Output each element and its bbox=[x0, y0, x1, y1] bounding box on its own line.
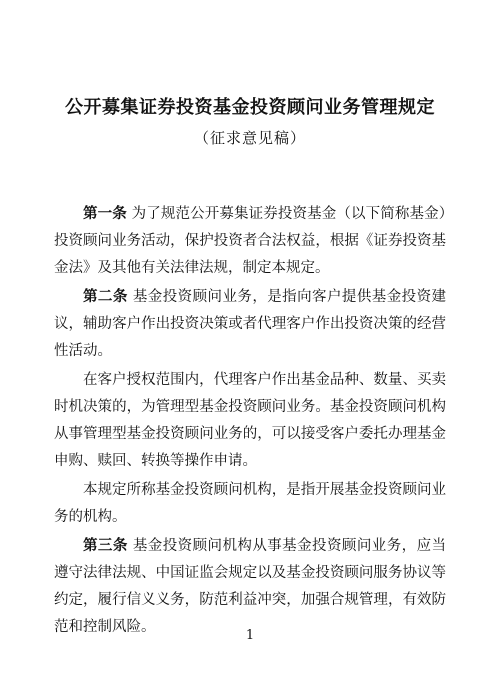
paragraph-text: 基金投资顾问机构从事基金投资顾问业务，应当遵守法律法规、中国证监会规定以及基金投资顾问服务协议等约定，履行信义义务，防范利益冲突，加强合规管理，有效防范和控制风险。 bbox=[54, 538, 447, 635]
document-subtitle: （征求意见稿） bbox=[193, 129, 306, 147]
paragraph-text: 为了规范公开募集证券投资基金（以下简称基金）投资顾问业务活动，保护投资者合法权益，根据《证券投资基金法》及其他有关法律法规，制定本规定。 bbox=[54, 206, 447, 276]
document-body bbox=[54, 201, 446, 643]
paragraph-article-2-part-3 bbox=[54, 477, 446, 531]
document-title: 公开募集证券投资基金投资顾问业务管理规定 bbox=[65, 97, 435, 118]
article-label: 第一条 bbox=[83, 206, 127, 222]
paragraph-text: 基金投资顾问业务，是指向客户提供基金投资建议，辅助客户作出投资决策或者代理客户作出投资决策的经营性活动。 bbox=[54, 289, 447, 359]
page-number: 1 bbox=[245, 628, 255, 643]
paragraph-text: 本规定所称基金投资顾问机构，是指开展基金投资顾问业务的机构。 bbox=[54, 482, 446, 525]
paragraph-text: 在客户授权范围内，代理客户作出基金品种、数量、买卖时机决策的，为管理型基金投资顾问业务。基金投资顾问机构从事管理型基金投资顾问业务的，可以接受客户委托办理基金申购、赎回、转换等操作申请。 bbox=[54, 372, 446, 469]
article-label: 第三条 bbox=[83, 538, 128, 554]
paragraph-article-1 bbox=[54, 201, 446, 282]
article-label: 第二条 bbox=[83, 289, 128, 305]
paragraph-article-3 bbox=[54, 533, 446, 641]
paragraph-article-2-part-2 bbox=[54, 367, 446, 475]
paragraph-article-2 bbox=[54, 284, 446, 365]
